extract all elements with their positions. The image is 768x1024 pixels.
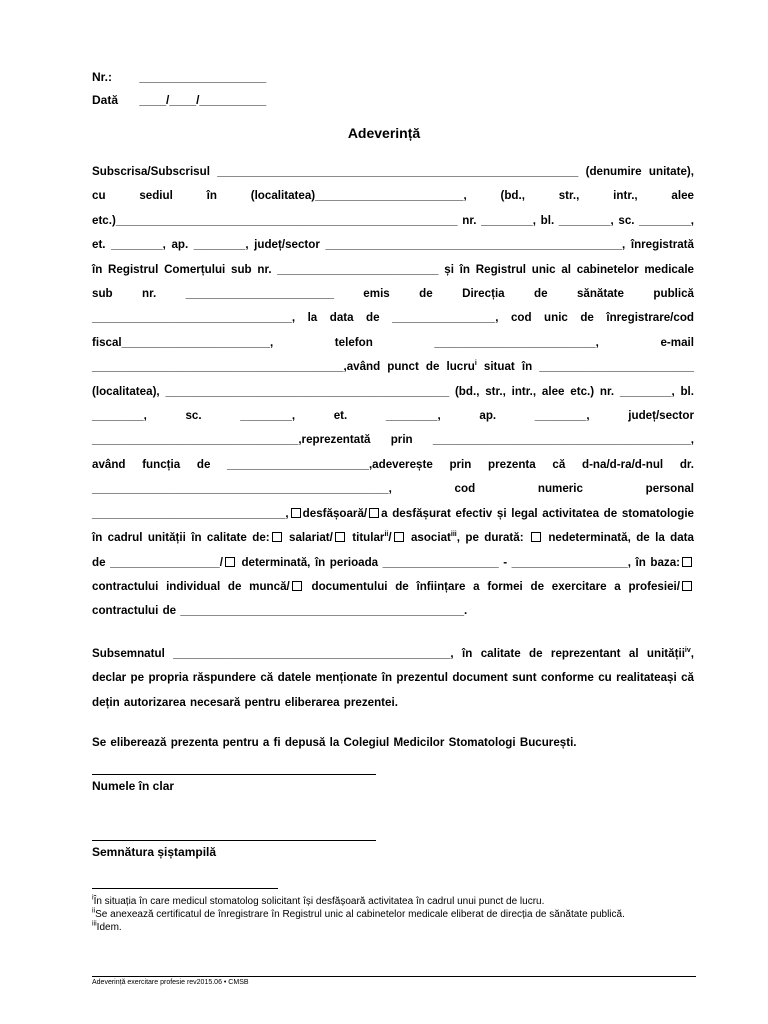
paragraph-issued-for: Se eliberează prezenta pentru a fi depusă la Colegiul Medicilor Stomatologi București. <box>92 735 577 749</box>
checkbox-icon <box>292 581 302 591</box>
footnote-ref-i: i <box>474 360 477 368</box>
footnote-mark: ii <box>92 907 96 915</box>
para2-text-b: , declar pe propria răspundere că datele menționate în prezentul document sunt conforme cu realitateași că dețin autorizarea necesară pentru eliberarea prezentei. <box>92 646 694 709</box>
checkbox-icon <box>682 581 692 591</box>
footnote-ref-ii: ii <box>384 531 389 539</box>
number-label: Nr.: <box>92 70 113 84</box>
footnotes <box>92 895 696 934</box>
footnote-text: Se anexează certificatul de înregistrare în Registrul unic al cabinetelor medicale eliberat de direcția de sănătate publică. <box>95 909 625 920</box>
footnote-ref-iii: iii <box>450 531 457 539</box>
stamp-signature-block <box>92 840 376 859</box>
signature-label: Semnătura șiștampilă <box>92 845 217 859</box>
para2-text: Subsemnatul ___________________________________________, în calitate de reprezentant al unității <box>92 646 685 660</box>
footnote-item <box>92 921 696 934</box>
document-body <box>92 160 694 755</box>
checkbox-icon <box>369 508 379 518</box>
option-titular: titular <box>346 531 385 545</box>
signature-line <box>92 840 376 841</box>
para1-text: Subscrisa/Subscrisul ________________________________________________________ (denumire unitate), cu sediul în (localitatea)_______________________, (bd., str., intr., alee etc.)_____________________________________________________ nr. ________, bl. ________, sc. ________, et. ________, ap. ________, județ/sector ______________________________________________, înregistrată în Registrul Comerțului sub nr. _________________________ și în Registrul unic al cabinetelor medicale sub nr. _______________________ emis de Direcția de sănătate publică _______________________________, la data de ________________, cod unic de înregistrare/cod fiscal_______________________, telefon _________________________, e-mail _______________________________________,având punct de lucru <box>92 165 694 374</box>
footnote-item <box>92 908 696 921</box>
duration-label: , pe durată: <box>456 531 524 545</box>
checkbox-icon <box>291 508 301 518</box>
option-contract-munca: contractului individual de muncă/ <box>92 579 290 593</box>
paragraph-declaration <box>92 642 694 715</box>
name-line <box>92 774 376 775</box>
checkbox-icon <box>682 557 692 567</box>
checkbox-icon <box>394 532 404 542</box>
option-asociat: asociat <box>405 531 451 545</box>
option-determinata: determinată, în perioada __________________ - __________________, în baza: <box>236 555 680 569</box>
name-label: Numele în clar <box>92 779 175 793</box>
option-document-infiintare: documentului de înființare a formei de exercitare a profesiei/ <box>303 579 680 593</box>
paragraph-employment: Subscrisa/Subscrisul ________________________________________________________ (denumire unitate), cu sediul în (localitatea)_______________________, (bd., str., intr., alee etc.)_____________________________________________________ nr. ________, bl. ________, sc. ________, et. ________, ap. ________, județ/sector ______________________________________________, înregistrată în Registrul Comerțului sub nr. _________________________ și în Registrul unic al cabinetelor medicale sub nr. _______________________ emis de Direcția de sănătate publică _______________________________, la data de ________________, cod unic de înregistrare/cod fiscal_______________________, telefon _________________________, e-mail _______________________________________,având punct de lucru$^i$ situat în ________________________ (localitatea), ____________________________________________ (bd., str., intr., alee etc.) nr. ________, bl. ________, sc. ________, et. ________, ap. ________, județ/sector ________________________________,reprezentată prin ________________________________________, având funcția de ______________________,adeverește prin prezenta că d-na/d-ra/d-nul dr. ______________________________________________, cod numeric personal ______________________________, desfășoară/ a desfășurat efectiv și legal activitatea de stomatologie în cadrul unității în calitate de: salariat/ titular$^{ii}$/ asociat$^{iii}$, pe durată: nedeterminată, de la data de _________________/ determinată, în perioada __________________ - __________________, în baza: contractului individual de muncă/ documentului de înființare a formei de exercitare a profesiei/ contractului de ____________________________________________. <box>92 165 694 618</box>
checkbox-icon <box>272 532 282 542</box>
date-row <box>92 93 266 107</box>
para1-text-b: situat în ________________________ (localitatea), ____________________________________________ (bd., str., intr., alee etc.) nr. ________, bl. ________, sc. ________, et. ________, ap. ________, județ/sector ________________________________,reprezentată prin ________________________________________, având funcția de ______________________,adeverește prin prezenta că d-na/d-ra/d-nul dr. ______________________________________________, cod numeric personal ______________________________, <box>92 360 694 520</box>
checkbox-icon <box>531 532 541 542</box>
footnote-separator <box>92 888 278 889</box>
option-contractul-de: contractului de ____________________________________________. <box>92 604 468 618</box>
name-signature-block <box>92 774 376 793</box>
document-title: Adeverință <box>347 125 421 141</box>
number-field: ___________________ <box>139 70 267 84</box>
checkbox-icon <box>225 557 235 567</box>
date-label: Dată <box>92 93 119 107</box>
date-field: ____/____/__________ <box>139 93 267 107</box>
footnote-item <box>92 895 696 908</box>
footnote-text: În situația în care medicul stomatolog solicitant își desfășoară activitatea în cadrul unui punct de lucru. <box>93 896 545 907</box>
footnote-text: Idem. <box>96 922 122 933</box>
option-salariat: salariat/ <box>283 531 333 545</box>
option-desfasoara: desfășoară/ <box>302 506 368 520</box>
option-nedeterminata: nedeterminată, de la data de _________________/ <box>92 531 694 569</box>
footer-text: Adeverință exercitare profesie rev2015.06 • CMSB <box>92 979 249 986</box>
footer-rule <box>92 976 696 977</box>
option-desfasurat: a desfășurat efectiv și legal activitatea de stomatologie în cadrul unității în calitate de: <box>92 506 694 545</box>
checkbox-icon <box>335 532 345 542</box>
number-row <box>92 70 266 84</box>
footnote-mark: iii <box>92 920 97 928</box>
footnote-mark: i <box>92 894 94 902</box>
footnote-ref-iv: iv <box>684 646 691 654</box>
